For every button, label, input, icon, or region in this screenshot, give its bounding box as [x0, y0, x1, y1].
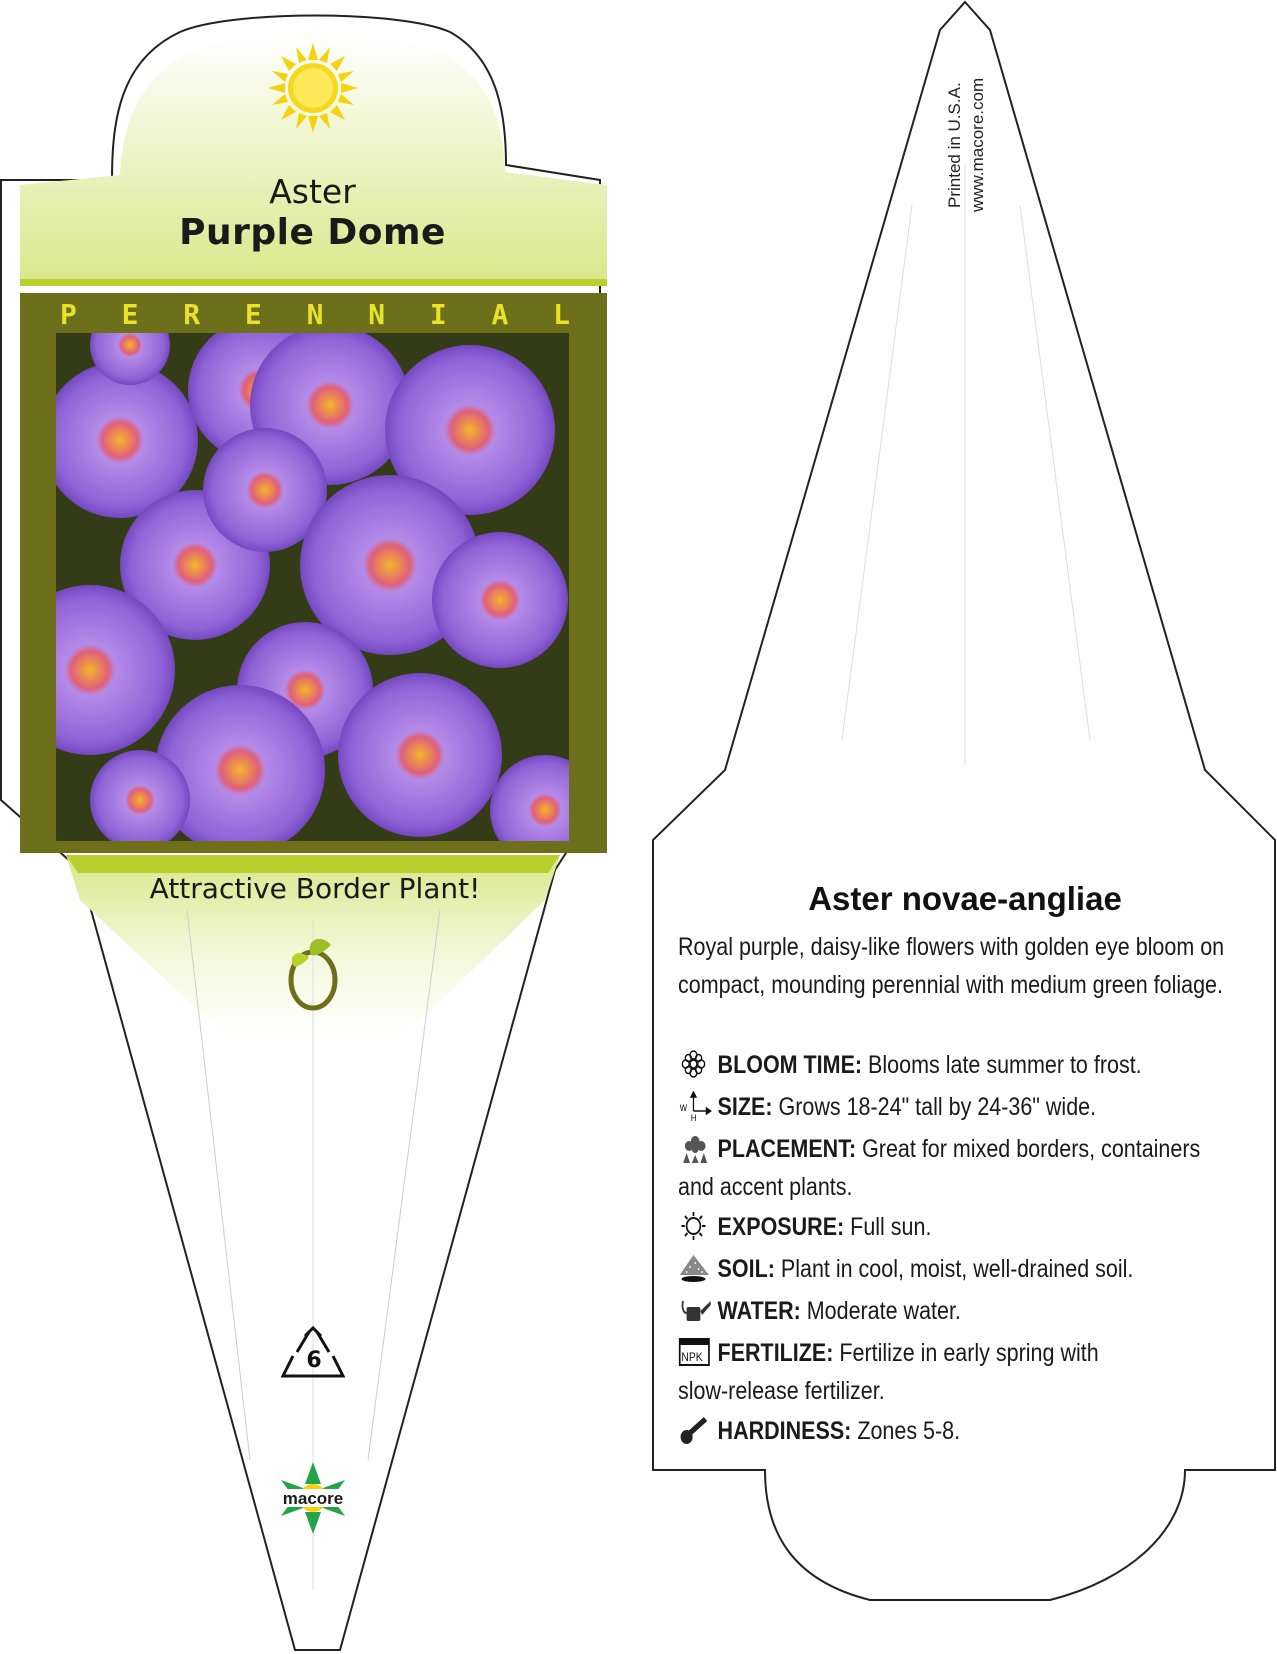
printed-in: Printed in U.S.A.: [945, 82, 964, 208]
care-row: [678, 1250, 1263, 1288]
thermometer-icon: [678, 1415, 712, 1445]
watering-can-icon: [678, 1295, 712, 1325]
brand-name: macore: [282, 1489, 344, 1508]
care-text: Plant in cool, moist, well-drained soil.: [774, 1255, 1134, 1283]
sun-outline-icon: [678, 1211, 712, 1241]
svg-text:W: W: [679, 1102, 688, 1114]
care-label: FERTILIZE:: [717, 1339, 834, 1367]
category-letter: I: [429, 298, 447, 331]
category-letter: A: [491, 298, 509, 331]
category-letter: N: [306, 298, 324, 331]
care-row: [678, 1088, 1263, 1126]
care-label: BLOOM TIME:: [717, 1051, 863, 1079]
care-text: Grows 18-24" tall by 24-36" wide.: [772, 1093, 1097, 1121]
care-text-continued: slow-release fertilizer.: [678, 1377, 885, 1405]
soil-icon: [678, 1253, 712, 1283]
flower-icon: [678, 1049, 712, 1079]
genus-name: Aster: [269, 172, 356, 211]
care-row: [678, 1334, 1263, 1410]
care-text: Zones 5-8.: [851, 1417, 961, 1445]
header-stripe: [20, 279, 607, 286]
flower-photo: [5, 305, 600, 865]
category-letter: E: [121, 298, 139, 331]
scientific-name: Aster novae-angliae: [808, 880, 1122, 917]
care-text-continued: and accent plants.: [678, 1173, 853, 1201]
category-letter: E: [244, 298, 262, 331]
care-label: HARDINESS:: [717, 1417, 852, 1445]
care-label: SIZE:: [717, 1093, 773, 1121]
npk-icon: [678, 1337, 712, 1367]
tagline: Attractive Border Plant!: [149, 872, 481, 905]
placement-icon: [678, 1133, 712, 1163]
category-letter: P: [60, 298, 77, 331]
category-letter: R: [183, 298, 201, 331]
footer-stripe: [66, 855, 560, 873]
care-label: EXPOSURE:: [717, 1213, 845, 1241]
category-label: [60, 298, 570, 331]
care-row: [678, 1412, 1263, 1450]
care-label: WATER:: [717, 1297, 801, 1325]
care-text: Blooms late summer to frost.: [862, 1051, 1142, 1079]
category-letter: N: [368, 298, 386, 331]
website: www.macore.com: [968, 77, 987, 212]
care-row: [678, 1046, 1263, 1084]
care-row: [678, 1208, 1263, 1246]
cultivar-name: Purple Dome: [179, 212, 446, 253]
care-text: Fertilize in early spring with: [833, 1339, 1099, 1367]
size-icon: [678, 1091, 712, 1121]
svg-text:NPK: NPK: [681, 1351, 703, 1365]
care-label: PLACEMENT:: [717, 1135, 857, 1163]
care-text: Full sun.: [844, 1213, 932, 1241]
care-text: Moderate water.: [800, 1297, 961, 1325]
svg-text:H: H: [690, 1112, 697, 1121]
care-row: [678, 1292, 1263, 1330]
recycle-code: 6: [306, 1348, 322, 1373]
care-text: Great for mixed borders, containers: [856, 1135, 1201, 1163]
category-letter: L: [553, 298, 570, 331]
care-row: [678, 1130, 1263, 1206]
care-label: SOIL:: [717, 1255, 775, 1283]
sun-icon: [268, 43, 358, 133]
description: Royal purple, daisy-like flowers with golden eye bloom on compact, mounding perennial with medium green foliage.: [678, 933, 1225, 999]
